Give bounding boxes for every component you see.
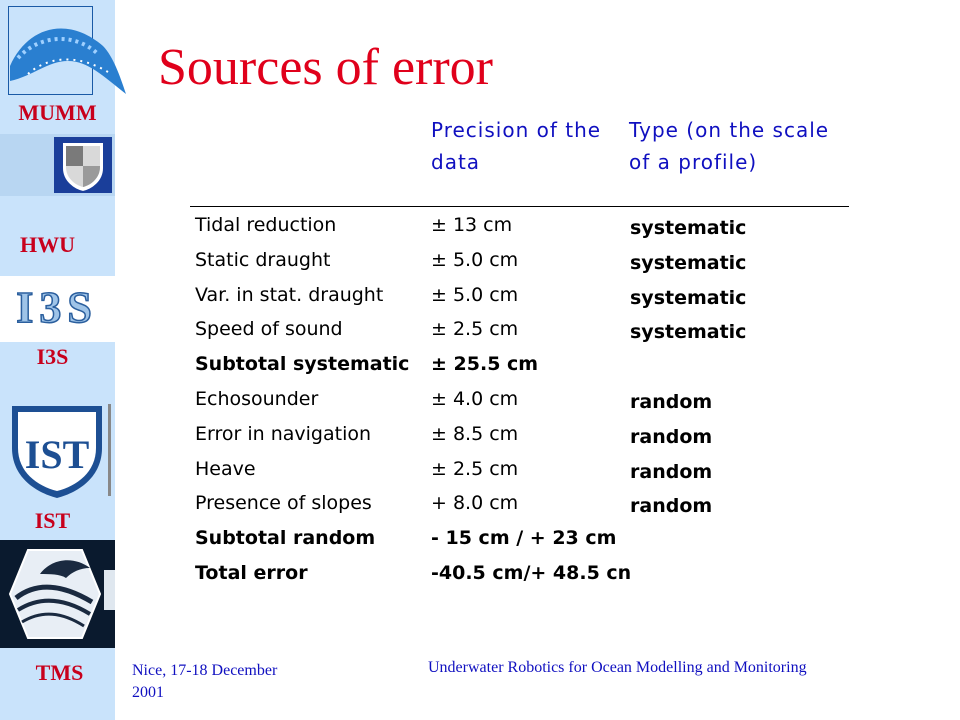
error-source: Subtotal random (195, 527, 376, 550)
error-source: Error in navigation (195, 422, 372, 445)
error-precision: ± 5.0 cm (431, 283, 519, 306)
svg-text:IST: IST (24, 432, 90, 477)
table-row (195, 279, 835, 314)
table-row-total-error (195, 557, 835, 592)
error-source: Presence of slopes (195, 492, 372, 515)
error-source: Static draught (195, 248, 331, 271)
error-source: Var. in stat. draught (195, 283, 384, 306)
column-header-precision (431, 114, 601, 178)
error-table (195, 209, 835, 592)
hwu-crest-logo (0, 134, 115, 196)
error-precision: ± 25.5 cm (431, 353, 539, 376)
error-type: random (630, 495, 713, 518)
error-type: systematic (630, 321, 747, 344)
table-row-subtotal-systematic (195, 348, 835, 383)
error-type: random (630, 460, 713, 483)
sidebar (0, 0, 115, 720)
error-precision: ± 2.5 cm (431, 457, 519, 480)
svg-text:I3S: I3S (16, 283, 98, 332)
org-label-i3s: I3S (36, 344, 69, 369)
table-row (195, 418, 835, 453)
error-type: systematic (630, 217, 747, 239)
table-row-subtotal-random (195, 522, 835, 557)
table-row (195, 244, 835, 279)
error-type: random (630, 390, 713, 413)
error-precision: - 15 cm / + 23 cm (431, 527, 617, 550)
error-precision: ± 8.5 cm (431, 422, 519, 445)
column-header-type-line-2: of a profile) (629, 150, 758, 174)
error-precision: + 8.0 cm (431, 492, 519, 515)
table-row (195, 209, 835, 244)
footer-date-line: Nice, 17-18 December (132, 662, 278, 679)
error-source: Total error (195, 561, 308, 584)
org-label-tms: TMS (35, 660, 84, 685)
error-type: systematic (630, 286, 747, 309)
error-source: Subtotal systematic (195, 353, 410, 376)
error-precision: ± 5.0 cm (431, 248, 519, 271)
table-row (195, 487, 835, 522)
ist-shield-logo (0, 400, 115, 500)
column-header-type-line-1: Type (on the scale (629, 118, 830, 142)
error-precision: ± 13 cm (431, 214, 513, 236)
error-precision: -40.5 cm/+ 48.5 cn (431, 561, 632, 584)
error-type: systematic (630, 251, 747, 274)
footer-location-date (132, 660, 277, 704)
table-row (195, 453, 835, 488)
org-label-ist: IST (34, 508, 71, 533)
table-row (195, 383, 835, 418)
error-precision: ± 2.5 cm (431, 318, 519, 341)
mumm-wave-logo (8, 6, 93, 96)
error-precision: ± 4.0 cm (431, 387, 519, 410)
footer-project-name: Underwater Robotics for Ocean Modelling and Monitoring (428, 659, 807, 676)
table-header-divider (190, 206, 849, 207)
slide-title: Sources of error (158, 39, 493, 96)
tms-dolphin-logo (0, 540, 115, 648)
column-header-type (629, 114, 829, 178)
org-label-mumm: MUMM (18, 100, 97, 125)
error-source: Speed of sound (195, 318, 343, 341)
column-header-precision-line-1: Precision of the (431, 118, 602, 142)
org-label-hwu: HWU (20, 232, 75, 257)
column-header-precision-line-2: data (431, 150, 481, 174)
footer-year-line: 2001 (132, 684, 164, 701)
error-source: Echosounder (195, 387, 319, 410)
i3s-logo (0, 276, 115, 342)
error-source: Tidal reduction (195, 214, 337, 236)
error-type: random (630, 425, 713, 448)
error-source: Heave (195, 457, 256, 480)
table-row (195, 313, 835, 348)
